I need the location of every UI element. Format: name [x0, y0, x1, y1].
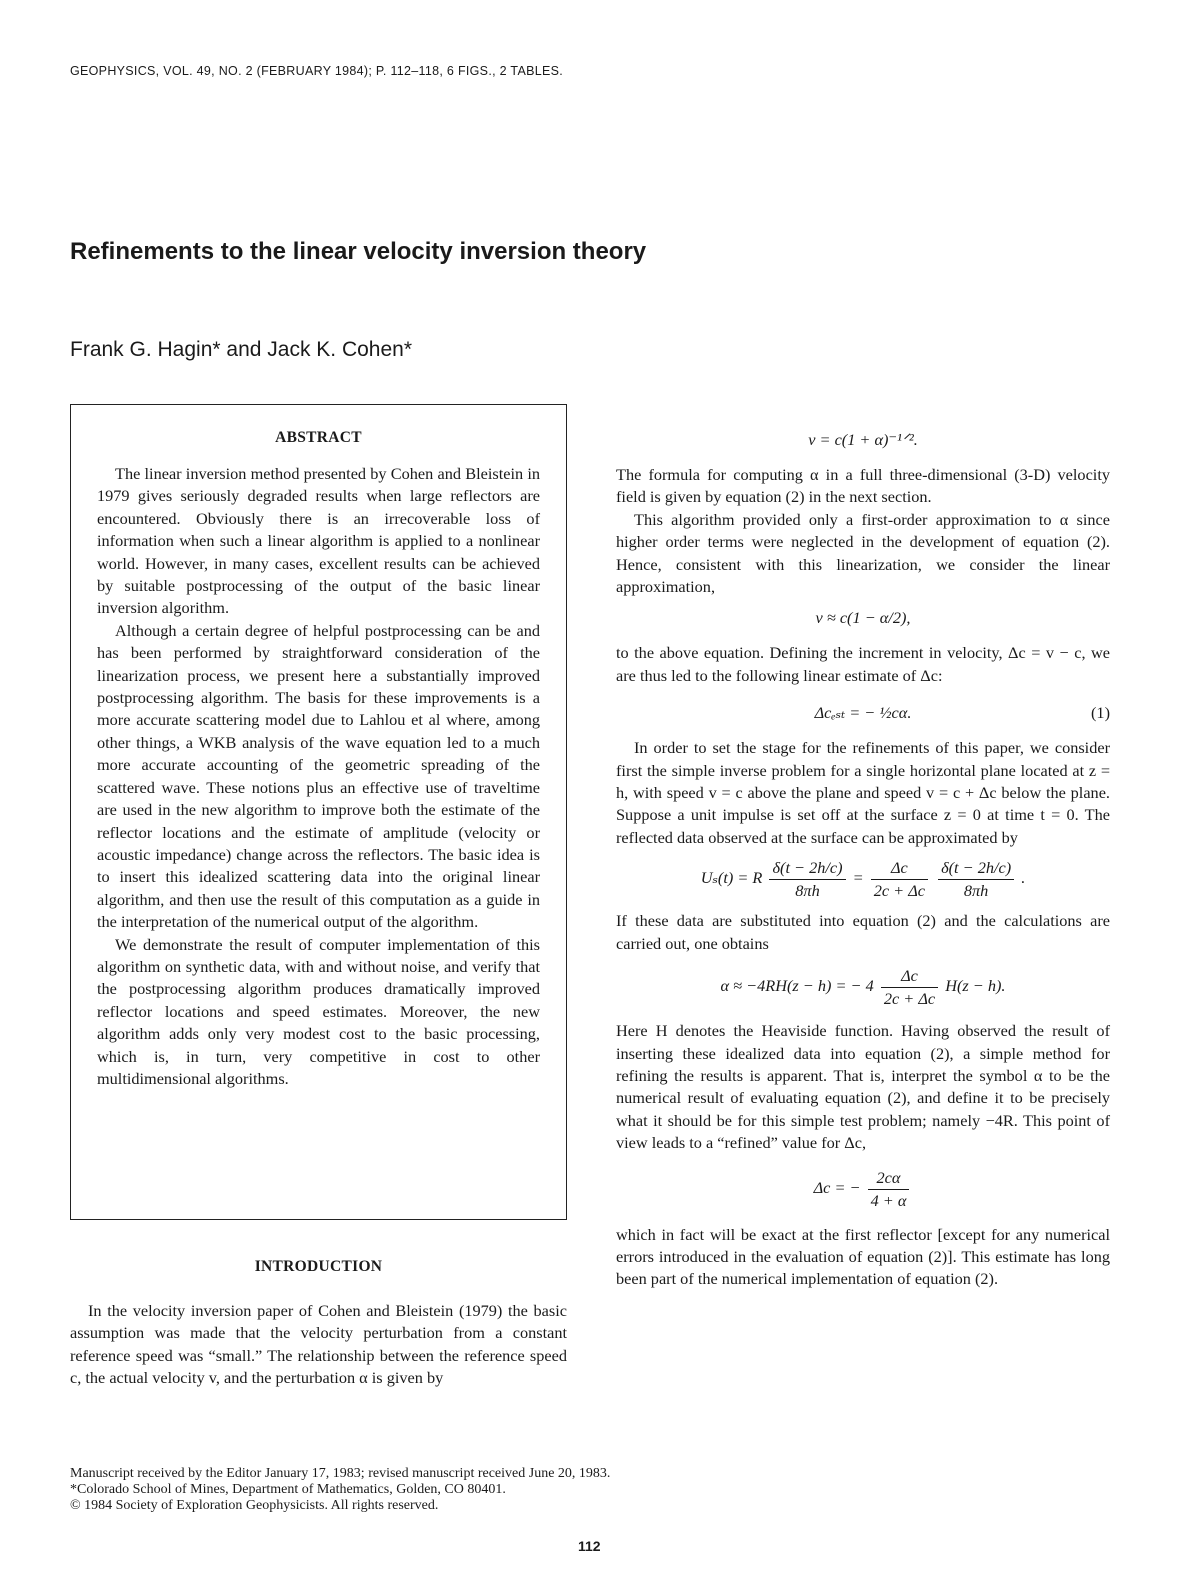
fraction-denominator: 2c + Δc	[883, 989, 936, 1009]
footnote-manuscript: Manuscript received by the Editor January 17, 1983; revised manuscript received June 20, 1983.	[70, 1466, 611, 1481]
footnotes	[70, 1466, 970, 1514]
fraction-numerator: 2cα	[868, 1167, 910, 1190]
body-paragraph-3: to the above equation. Defining the increment in velocity, Δc = v − c, we are thus led to the following linear estimate of Δc:	[616, 643, 1110, 685]
authors: Frank G. Hagin* and Jack K. Cohen*	[70, 338, 413, 361]
equation-linear-approx-text: v ≈ c(1 − α/2),	[815, 608, 911, 628]
fraction-numerator: δ(t − 2h/c)	[769, 857, 845, 880]
equation-linear-approx	[616, 608, 1110, 628]
body-paragraph-1: The formula for computing α in a full three-dimensional (3-D) velocity field is given by equation (2) in the next section.	[616, 465, 1110, 507]
equation-us	[616, 857, 1110, 902]
page-number: 112	[578, 1538, 601, 1554]
equation-us-fraction-2	[871, 857, 928, 902]
abstract-paragraph-1: The linear inversion method presented by Cohen and Bleistein in 1979 gives seriously degraded results when large reflectors are encountered. Obviously there is an irrecoverable loss of information when such a linear algorithm is applied to a nonlinear world. However, in many cases, excellent results can be achieved by suitable postprocessing of the output of the basic linear inversion algorithm.	[97, 464, 540, 618]
equation-us-fraction-3	[938, 857, 1014, 902]
equation-velocity-text: v = c(1 + α)⁻¹ᐟ².	[808, 430, 918, 449]
equation-dc-lhs: Δc = −	[813, 1177, 861, 1197]
equation-1	[616, 703, 1110, 723]
abstract-heading: ABSTRACT	[275, 429, 362, 446]
equation-alpha-lhs: α ≈ −4RH(z − h) = − 4	[720, 976, 874, 996]
introduction-heading: INTRODUCTION	[254, 1258, 383, 1275]
footnote-copyright: © 1984 Society of Exploration Geophysicists. All rights reserved.	[70, 1498, 439, 1513]
equation-alpha	[616, 965, 1110, 1010]
fraction-denominator: 8πh	[795, 881, 820, 901]
body-paragraph-7: which in fact will be exact at the first reflector [except for any numerical errors introduced in the evaluation of equation (2)]. This estimate has long been part of the numerical implementation of equation (2).	[616, 1224, 1110, 1289]
body-paragraph-4: In order to set the stage for the refinements of this paper, we consider first the simple inverse problem for a single horizontal plane located at z = h, with speed v = c above the plane and speed v = c + Δc below the plane. Suppose a unit impulse is set off at the surface z = 0 at time t = 0. The reflected data observed at the surface can be approximated by	[616, 738, 1110, 847]
fraction-numerator: Δc	[881, 965, 938, 988]
paper-title: Refinements to the linear velocity inversion theory	[70, 238, 647, 265]
equation-velocity	[616, 430, 1110, 450]
fraction-denominator: 4 + α	[870, 1190, 907, 1210]
abstract-paragraph-3: We demonstrate the result of computer implementation of this algorithm on synthetic data, with and without noise, and verify that the postprocessing algorithm produces dramatically improved reflector locations and speed estimates. Moreover, the new algorithm adds only very modest cost to the basic processing, which is, in turn, very competitive in cost to other multidimensional algorithms.	[97, 934, 540, 1088]
introduction-section	[70, 1258, 567, 1390]
body-paragraph-5: If these data are substituted into equation (2) and the calculations are carried out, one obtains	[616, 911, 1110, 953]
equation-1-number: (1)	[1091, 703, 1110, 723]
footnote-affiliation: *Colorado School of Mines, Department of Mathematics, Golden, CO 80401.	[70, 1482, 506, 1497]
equation-alpha-fraction	[881, 965, 938, 1010]
introduction-paragraph: In the velocity inversion paper of Cohen and Bleistein (1979) the basic assumption was made that the velocity perturbation from a constant reference speed was “small.” The relationship between the reference speed c, the actual velocity v, and the perturbation α is given by	[70, 1301, 567, 1388]
fraction-numerator: Δc	[871, 857, 928, 880]
equation-us-end: .	[1021, 868, 1026, 888]
equation-us-lhs: Uₛ(t) = R	[700, 868, 763, 888]
equation-dc-refined	[616, 1167, 1110, 1212]
right-column	[616, 424, 1110, 1291]
body-paragraph-6: Here H denotes the Heaviside function. Having observed the result of inserting these idealized data into equation (2), a simple method for refining the results is apparent. That is, interpret the symbol α to be the numerical result of evaluating equation (2), and define it to be precisely what it should be for this simple test problem; namely −4R. This point of view leads to a “refined” value for Δc,	[616, 1021, 1110, 1153]
equation-us-fraction-1	[769, 857, 845, 902]
fraction-denominator: 8πh	[963, 881, 989, 901]
fraction-denominator: 2c + Δc	[873, 881, 925, 901]
body-paragraph-2: This algorithm provided only a first-order approximation to α since higher order terms were neglected in the development of equation (2). Hence, consistent with this linearization, we consider the linear approximation,	[616, 509, 1110, 597]
fraction-numerator: δ(t − 2h/c)	[938, 857, 1014, 880]
equation-alpha-rhs: H(z − h).	[945, 976, 1006, 996]
equation-dc-fraction	[868, 1167, 910, 1212]
running-header: GEOPHYSICS, VOL. 49, NO. 2 (FEBRUARY 1984); P. 112–118, 6 FIGS., 2 TABLES.	[70, 64, 564, 78]
equation-us-equals: =	[852, 868, 864, 888]
abstract-box	[70, 404, 567, 1220]
abstract-paragraph-2: Although a certain degree of helpful postprocessing can be and has been performed by straightforward consideration of the linearization process, we present here a substantially improved postprocessing algorithm. The basis for these improvements is a more accurate scattering model due to Lahlou et al where, among other things, a WKB analysis of the wave equation led to a much more accurate accounting of the geometric spreading of the scattered wave. These notions plus an effective use of traveltime are used in the new algorithm to improve both the estimate of the reflector locations and the estimate of amplitude (velocity or acoustic impedance) change across the reflectors. The basic idea is to insert this idealized scattering data into the original linear algorithm, and then use the result of this computation as a guide in the interpretation of the numerical output of the algorithm.	[97, 620, 540, 932]
equation-1-text: Δcₑₛₜ = − ½cα.	[814, 703, 912, 723]
